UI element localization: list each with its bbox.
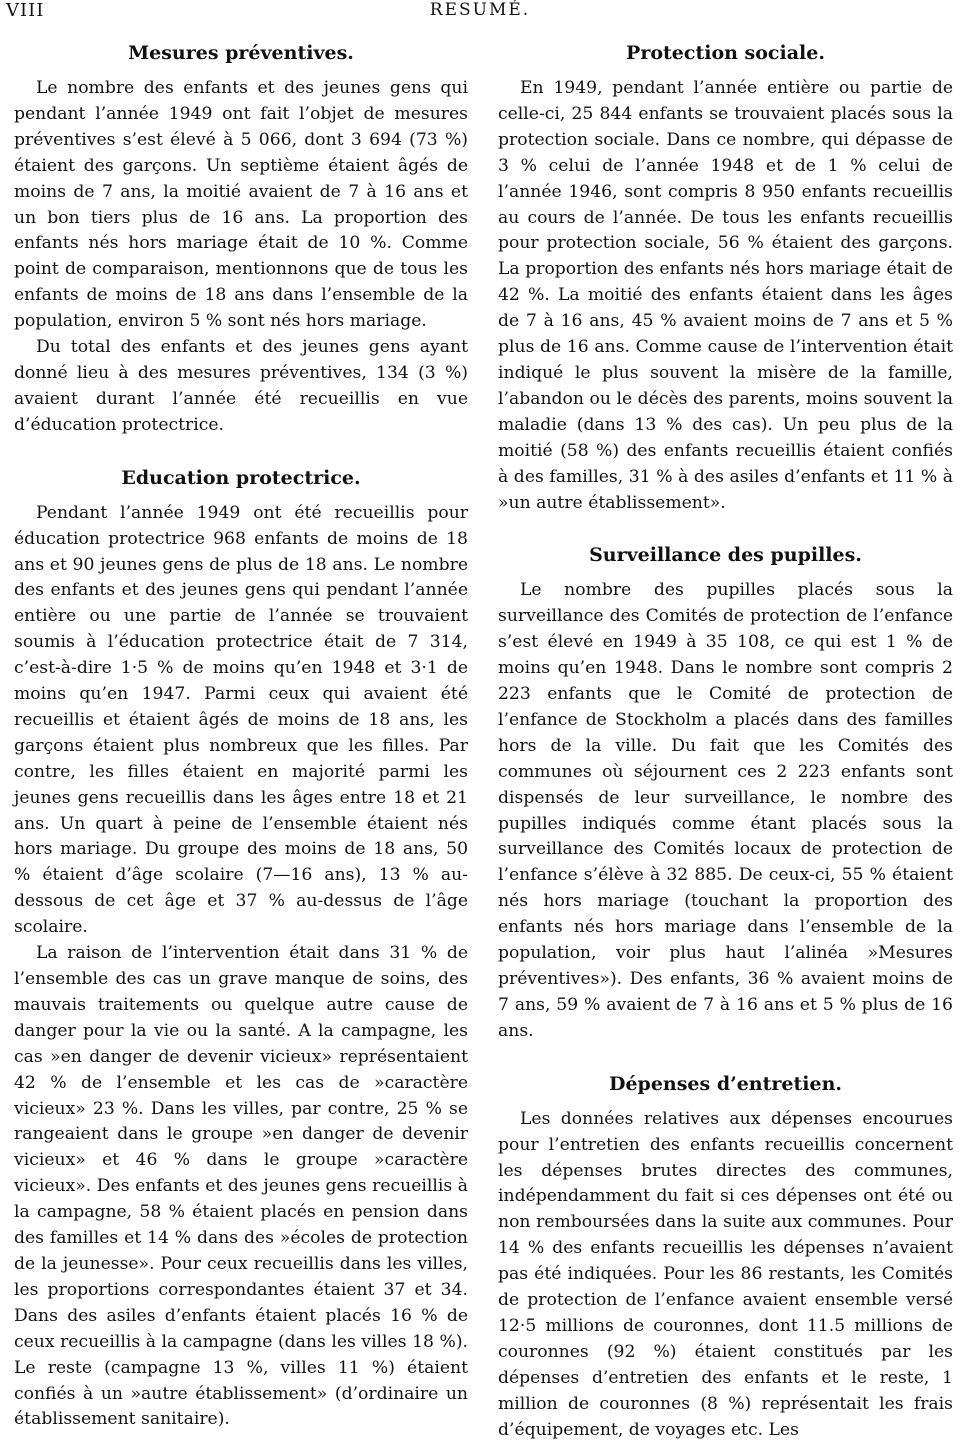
paragraph: Le nombre des enfants et des jeunes gens qui pendant l’année 1949 ont fait l’objet de mesures préventives s’est élevé à 5 066, dont 3 694 (73 %) étaient des garçons. Un septième étaient âgés de moins de 7 ans, la moitié avaient de 7 à 16 ans et un bon tiers plus de 16 ans. La proportion des enfants nés hors mariage était de 10 %. Comme point de comparaison, mentionnons que de tous les enfants de moins de 18 ans dans l’ensemble de la population, environ 5 % sont nés hors mariage.: [14, 78, 468, 332]
paragraph: Les données relatives aux dépenses encourues pour l’entretien des enfants recueillis concernent les dépenses brutes directes des communes, indépendamment du fait si ces dépenses ont été ou non remboursées dans la suite aux communes. Pour 14 % des enfants recueillis les dépenses n’avaient pas été indiquées. Pour les 86 restants, les Comités de protection de l’enfance avaient ensemble versé 12·5 millions de couronnes, dont 11.5 millions de couronnes (92 %) étaient constitués par les dépenses d’entretien des enfants et le reste, 1 million de couronnes (8 %) représentait les frais d’équipement, de voyages etc. Les: [498, 1108, 953, 1440]
paragraph: La raison de l’intervention était dans 31 % de l’ensemble des cas un grave manque de soins, des mauvais traitements ou quelque autre cause de danger pour la vie ou la santé. A la campagne, les cas »en danger de devenir vicieux» représentaient 42 % de l’ensemble et les cas de »caractère vicieux» 23 %. Dans les villes, par contre, 25 % se rangeaient dans le groupe »en danger de devenir vicieux» et 46 % dans le groupe »caractère vicieux». Des enfants et des jeunes gens recueillis à la campagne, 58 % étaient placés en pension dans des familles et 14 % dans des »écoles de protection de la jeunesse». Pour ceux recueillis dans les villes, les proportions correspondantes étaient 37 et 34. Dans des asiles d’enfants étaient placés 16 % de ceux recueillis à la campagne (dans les villes 18 %). Le reste (campagne 13 %, villes 11 %) étaient confiés à un »autre établissement» (d’ordinaire un établissement sanitaire).: [14, 943, 468, 1430]
paragraph: En 1949, pendant l’année entière ou partie de celle-ci, 25 844 enfants se trouvaient placés sous la protection sociale. Dans ce nombre, qui dépasse de 3 % celui de l’année 1948 et de 1 % celui de l’année 1946, sont compris 8 950 enfants recueillis au cours de l’année. De tous les enfants recueillis pour protection sociale, 56 % étaient des garçons. La proportion des enfants nés hors mariage était de 42 %. La moitié des enfants étaient dans les âges de 7 à 16 ans, 45 % avaient moins de 7 ans et 5 % plus de 16 ans. Comme cause de l’intervention était indiqué le plus souvent la misère de la famille, l’abandon ou le décès des parents, moins souvent la maladie (dans 13 % des cas). Un peu plus de la moitié (58 %) des enfants recueillis étaient confiés à des familles, 31 % à des asiles d’enfants et 11 % à »un autre établissement».: [498, 78, 953, 513]
left-column: [14, 40, 468, 1433]
paragraph: Du total des enfants et des jeunes gens ayant donné lieu à des mesures préventives, 134 (3 %) avaient durant l’année été recueillis en vue d’éducation protectrice.: [14, 337, 468, 435]
page-header: [0, 0, 960, 24]
running-title: RESUMÉ.: [429, 0, 531, 20]
section-title-protection-sociale: Protection sociale.: [626, 42, 825, 64]
paragraph: Le nombre des pupilles placés sous la surveillance des Comités de protection de l’enfance s’est élevé en 1949 à 35 108, ce qui est 1 % de moins qu’en 1948. Dans le nombre sont compris 2 223 enfants que le Comité de protection de l’enfance de Stockholm a placés dans des familles hors de la ville. Du fait que les Comités des communes où séjournent ces 2 223 enfants sont dispensés de leur surveillance, le nombre des pupilles indiqués comme étant placés sous la surveillance des Comités locaux de protection de l’enfance s’élève à 32 885. De ceux-ci, 55 % étaient nés hors mariage (touchant la proportion des enfants nés hors mariage dans l’ensemble de la population, voir plus haut l’alinéa »Mesures préventives»). Des enfants, 36 % avaient moins de 7 ans, 59 % avaient de 7 à 16 ans et 5 % plus de 16 ans.: [498, 580, 953, 1041]
right-column: [498, 40, 953, 1444]
paragraph: Pendant l’année 1949 ont été recueillis pour éducation protectrice 968 enfants de moins de 18 ans et 90 jeunes gens de plus de 18 ans. Le nombre des enfants et des jeunes gens qui pendant l’année entière ou une partie de l’année se trouvaient soumis à l’éducation protectrice était de 7 314, c’est-à-dire 1·5 % de moins qu’en 1948 et 3·1 de moins qu’en 1947. Parmi ceux qui avaient été recueillis et étaient âgés de moins de 18 ans, les garçons étaient plus nombreux que les filles. Par contre, les filles étaient en majorité parmi les jeunes gens recueillis dans les âges entre 18 et 21 ans. Un quart à peine de l’ensemble étaient nés hors mariage. Du groupe des moins de 18 ans, 50 % étaient d’âge scolaire (7—16 ans), 13 % au-dessous de cet âge et 37 % au-dessus de l’âge scolaire.: [14, 502, 468, 938]
section-title-education-protectrice: Education protectrice.: [121, 466, 361, 489]
section-title-surveillance-des-pupilles: Surveillance des pupilles.: [589, 544, 862, 567]
section-title-depenses-d-entretien: Dépenses d’entretien.: [608, 1072, 843, 1095]
page-number: VIII: [6, 0, 45, 21]
section-title-mesures-preventives: Mesures préventives.: [128, 42, 354, 64]
